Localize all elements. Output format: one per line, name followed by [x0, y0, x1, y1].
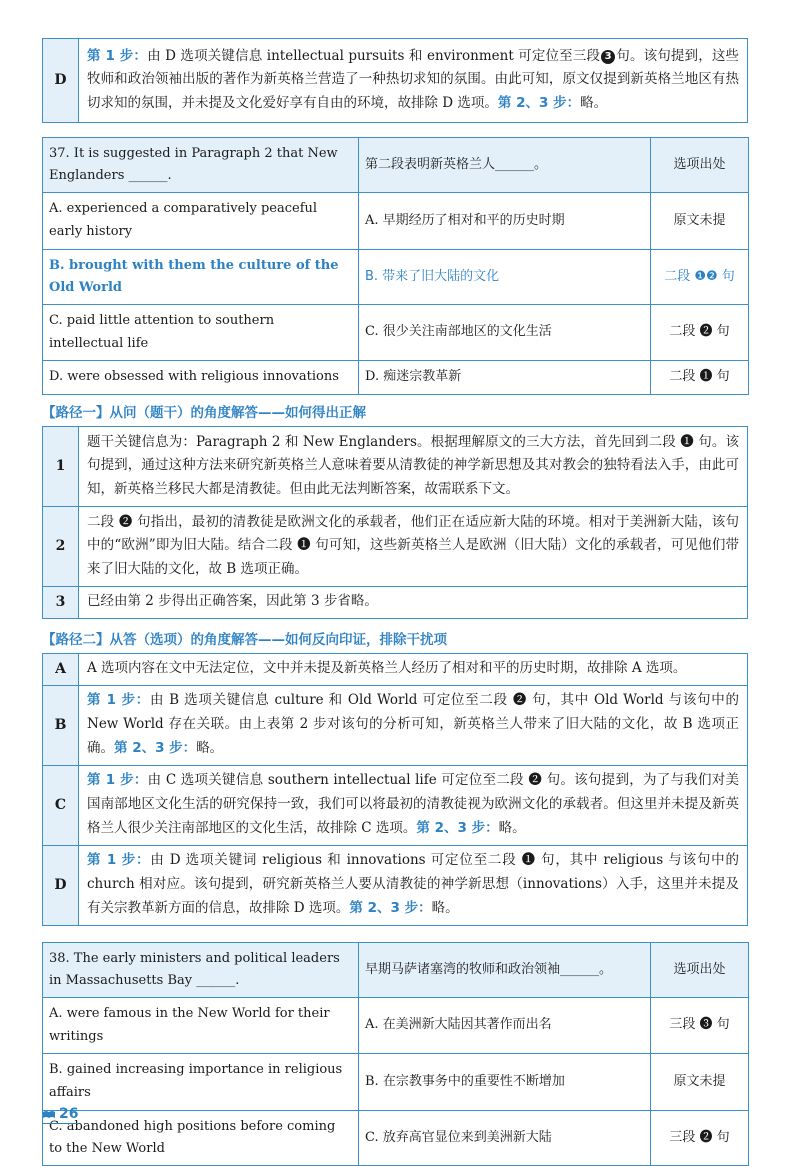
route2-body: A 选项内容在文中无法定位，文中并未提及新英格兰人经历了相对和平的历史时期，故排除 A 选项。 — [87, 660, 687, 677]
step1-label: 第 1 步： — [87, 692, 150, 709]
q37-option-a-en: A. experienced a comparatively peaceful early history — [43, 193, 359, 250]
q37-source-header: 选项出处 — [651, 138, 749, 193]
route2-text — [79, 765, 748, 845]
q37-option-a-zh: A. 早期经历了相对和平的历史时期 — [359, 193, 651, 250]
q37-option-a-src: 原文未提 — [651, 193, 749, 250]
question-38-table — [42, 942, 749, 1166]
route2-letter: C — [43, 765, 79, 845]
q37-option-c-src: 二段 ❷ 句 — [651, 304, 749, 361]
step23-label: 第 2、3 步： — [114, 739, 197, 756]
route2-text — [79, 845, 748, 925]
q38-option-a-zh: A. 在美洲新大陆因其著作而出名 — [359, 997, 651, 1054]
route2-letter: A — [43, 654, 79, 686]
route1-title: 【路径一】从问（题干）的角度解答——如何得出正解 — [42, 405, 366, 422]
step23-label: 第 2、3 步： — [349, 899, 432, 916]
route2-text — [79, 654, 748, 686]
q38-stem-en: 38. The early ministers and political leaders in Massachusetts Bay ______. — [43, 942, 359, 997]
route2-body: 由 C 选项关键信息 southern intellectual life 可定位至二段 ❷ 句。该句提到，为了与我们对美国南部地区文化生活的研究保持一致，我们可以将最初的清教徒视为欧洲文化的承载者。但这里并未提及新英格兰人很少关注南部地区的文化生活，故排除 C 选项。 — [87, 772, 740, 836]
q38-option-c-en: C. abandoned high positions before coming to the New World — [43, 1110, 359, 1165]
option-letter: D — [43, 39, 79, 123]
q38-source-header: 选项出处 — [651, 942, 749, 997]
q38-option-b-en: B. gained increasing importance in religious affairs — [43, 1054, 359, 1111]
q38-option-b-src: 原文未提 — [651, 1054, 749, 1111]
route2-title: 【路径二】从答（选项）的角度解答——如何反向印证，排除干扰项 — [42, 632, 447, 649]
page-number — [42, 1106, 78, 1124]
analysis-text-b: 句。该句提到，这些牧师和政治领袖出版的著作为新英格兰营造了一种热切求知的氛围。由此可知，原文仅提到新英格兰地区有热切求知的氛围，并未提及文化爱好享有自由的环境，故排除 D 选项。 — [87, 47, 740, 111]
route2-letter: D — [43, 845, 79, 925]
analysis-text — [79, 39, 748, 123]
q37-option-d-en: D. were obsessed with religious innovations — [43, 361, 359, 395]
q37-option-d-zh: D. 痴迷宗教革新 — [359, 361, 651, 395]
route2-body: 由 B 选项关键信息 culture 和 Old World 可定位至二段 ❷ 句，其中 Old World 与该句中的 New World 存在关联。由上表第 2 步对该句的分析可知，新英格兰人带来了旧大陆的文化，故 B 选项正确。 — [87, 692, 739, 756]
step23-label: 第 2、3 步： — [497, 94, 581, 111]
q37-option-d-src: 二段 ❶ 句 — [651, 361, 749, 395]
q37-stem-zh: 第二段表明新英格兰人______。 — [359, 138, 651, 193]
step1-label: 第 1 步： — [87, 47, 148, 64]
analysis-text-c: 略。 — [580, 94, 608, 111]
q38-option-a-en: A. were famous in the New World for their writings — [43, 997, 359, 1054]
q37-option-c-zh: C. 很少关注南部地区的文化生活 — [359, 304, 651, 361]
route2-body: 由 D 选项关键词 religious 和 innovations 可定位至二段 ❶ 句，其中 religious 与该句中的 church 相对应。该句提到，研究新英格兰人要从清教徒的神学新思想（innovations）入手，这里并未提及有关宗教革新方面的信息，故排除 D 选项。 — [87, 852, 739, 916]
route1-step-number: 3 — [43, 587, 79, 619]
q38-option-a-src: 三段 ❸ 句 — [651, 997, 749, 1054]
q37-option-b-src: 二段 ❶❷ 句 — [651, 249, 749, 304]
circled-number: 3 — [601, 50, 615, 64]
analysis-text-a: 由 D 选项关键信息 intellectual pursuits 和 environment 可定位至三段 — [147, 47, 601, 64]
route1-step-text: 二段 ❷ 句指出，最初的清教徒是欧洲文化的承载者，他们正在适应新大陆的环境。相对于美洲新大陆，该句中的“欧洲”即为旧大陆。结合二段 ❶ 句可知，这些新英格兰人是欧洲（旧大陆）文化的承载者，可见他们带来了旧大陆的文化，故 B 选项正确。 — [79, 507, 748, 587]
route1-step-text: 题干关键信息为：Paragraph 2 和 New Englanders。根据理解原文的三大方法，首先回到二段 ❶ 句。该句提到，通过这种方法来研究新英格兰人意味着要从清教徒的神学新思想及其对教会的独特看法入手，由此可知，新英格兰移民大都是清教徒。但由此无法判断答案，故需联系下文。 — [79, 427, 748, 507]
route2-table — [42, 653, 748, 926]
page-number-text: 26 — [59, 1106, 79, 1122]
q38-option-c-src: 三段 ❷ 句 — [651, 1110, 749, 1165]
question-37-table — [42, 137, 749, 395]
route2-text — [79, 685, 748, 765]
step23-label: 第 2、3 步： — [416, 819, 499, 836]
step1-label: 第 1 步： — [87, 852, 151, 869]
route1-step-text: 已经由第 2 步得出正确答案，因此第 3 步省略。 — [79, 587, 748, 619]
route1-table — [42, 426, 748, 619]
q37-stem-en: 37. It is suggested in Paragraph 2 that New Englanders ______. — [43, 138, 359, 193]
step1-label: 第 1 步： — [87, 772, 148, 789]
route1-step-number: 1 — [43, 427, 79, 507]
q38-option-b-zh: B. 在宗教事务中的重要性不断增加 — [359, 1054, 651, 1111]
q38-stem-zh: 早期马萨诸塞湾的牧师和政治领袖______。 — [359, 942, 651, 997]
q37-option-c-en: C. paid little attention to southern intellectual life — [43, 304, 359, 361]
route2-tail: 略。 — [196, 739, 224, 756]
route2-tail: 略。 — [498, 819, 526, 836]
top-analysis-box — [42, 38, 748, 123]
book-icon — [42, 1109, 56, 1119]
q38-option-c-zh: C. 放弃高官显位来到美洲新大陆 — [359, 1110, 651, 1165]
route2-tail: 略。 — [431, 899, 459, 916]
route1-step-number: 2 — [43, 507, 79, 587]
q37-option-b-en: B. brought with them the culture of the Old World — [43, 249, 359, 304]
q37-option-b-zh: B. 带来了旧大陆的文化 — [359, 249, 651, 304]
route2-letter: B — [43, 685, 79, 765]
